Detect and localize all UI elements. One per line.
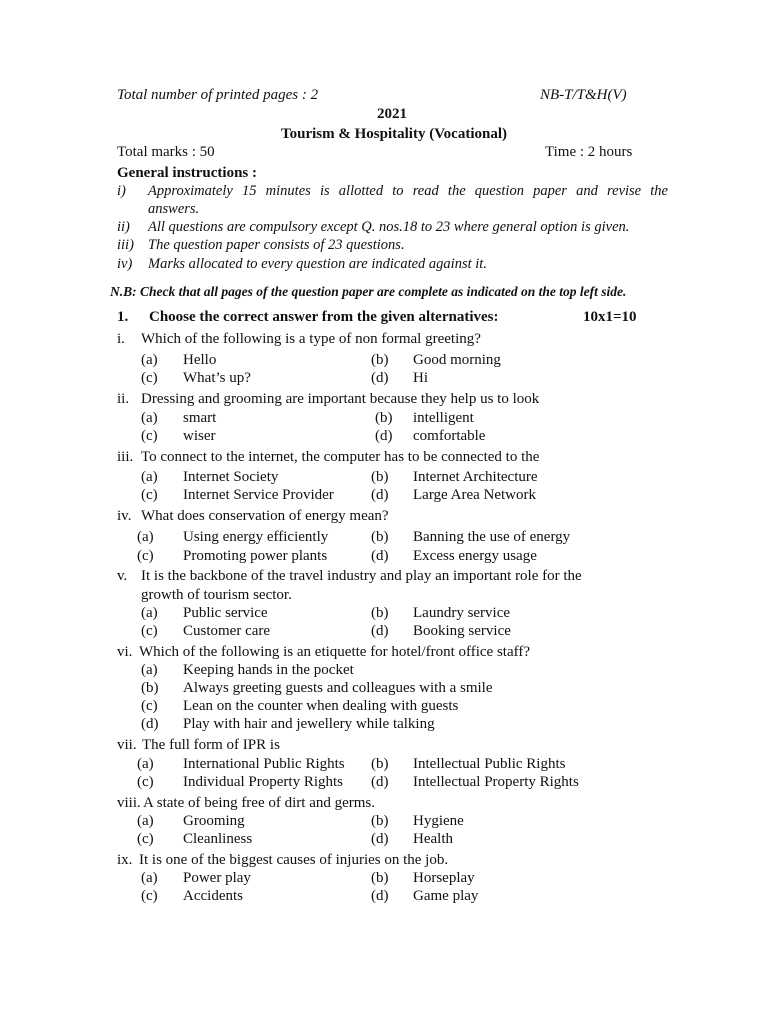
- question-text: Which of the following is a type of non formal greeting?: [141, 331, 481, 347]
- option-label: (d): [141, 716, 159, 732]
- option-label: (a): [141, 410, 158, 426]
- option-text: International Public Rights: [183, 756, 345, 772]
- instruction-number: ii): [117, 219, 130, 235]
- option-text: Large Area Network: [413, 487, 537, 503]
- option-label: (c): [137, 831, 154, 847]
- option-text: Accidents: [183, 888, 243, 904]
- question-text: What does conservation of energy mean?: [141, 508, 389, 524]
- option-text: Cleanliness: [183, 831, 253, 847]
- instruction-text: The question paper consists of 23 questions.: [148, 237, 405, 253]
- option-label: (b): [371, 605, 389, 621]
- instruction-text-continued: answers.: [148, 201, 200, 217]
- option-text: Laundry service: [413, 605, 511, 621]
- question-number: ii.: [117, 391, 130, 407]
- option-label: (b): [371, 756, 389, 772]
- option-label: (d): [371, 548, 389, 564]
- question-number: i.: [117, 331, 125, 347]
- section-title: Choose the correct answer from the given alternatives:: [149, 309, 499, 325]
- question-text: It is the backbone of the travel industry and play an important role for the: [141, 568, 582, 584]
- option-text: What’s up?: [183, 370, 251, 386]
- total-marks: Total marks : 50: [117, 144, 215, 160]
- option-text: Intellectual Property Rights: [413, 774, 579, 790]
- option-label: (d): [371, 370, 389, 386]
- instruction-text: All questions are compulsory except Q. nos.18 to 23 where general option is given.: [148, 219, 630, 235]
- subject-title: Tourism & Hospitality (Vocational): [281, 126, 507, 142]
- question-text: To connect to the internet, the computer has to be connected to the: [141, 449, 540, 465]
- question-number: v.: [117, 568, 128, 584]
- section-number: 1.: [117, 309, 129, 325]
- option-label: (d): [375, 428, 393, 444]
- option-label: (d): [371, 774, 389, 790]
- option-label: (a): [141, 469, 158, 485]
- option-label: (b): [371, 813, 389, 829]
- printed-pages-note: Total number of printed pages : 2: [117, 87, 319, 103]
- question-number: vii.: [117, 737, 137, 753]
- option-text: Grooming: [183, 813, 245, 829]
- option-label: (b): [371, 352, 389, 368]
- option-text: Keeping hands in the pocket: [183, 662, 354, 678]
- option-label: (c): [141, 888, 158, 904]
- instruction-number: iii): [117, 237, 134, 253]
- option-label: (d): [371, 623, 389, 639]
- option-label: (a): [137, 529, 154, 545]
- option-text: Internet Architecture: [413, 469, 538, 485]
- option-text: Lean on the counter when dealing with guests: [183, 698, 459, 714]
- option-text: Hello: [183, 352, 217, 368]
- option-text: comfortable: [413, 428, 486, 444]
- option-label: (d): [371, 487, 389, 503]
- instruction-text: Approximately 15 minutes is allotted to read the question paper and revise the: [148, 183, 668, 199]
- option-label: (c): [137, 774, 154, 790]
- question-number: ix.: [117, 852, 133, 868]
- instruction-number: i): [117, 183, 126, 199]
- option-text: Hi: [413, 370, 428, 386]
- option-label: (a): [141, 352, 158, 368]
- option-text: Hygiene: [413, 813, 464, 829]
- option-text: Power play: [183, 870, 251, 886]
- option-label: (b): [371, 870, 389, 886]
- option-text: Always greeting guests and colleagues with a smile: [183, 680, 493, 696]
- option-text: wiser: [183, 428, 216, 444]
- option-text: Internet Service Provider: [183, 487, 334, 503]
- question-text: A state of being free of dirt and germs.: [143, 795, 376, 811]
- option-text: Intellectual Public Rights: [413, 756, 566, 772]
- question-text-continued: growth of tourism sector.: [141, 587, 292, 603]
- option-text: Banning the use of energy: [413, 529, 571, 545]
- option-label: (b): [141, 680, 159, 696]
- question-text: It is one of the biggest causes of injuries on the job.: [139, 852, 449, 868]
- instructions-heading: General instructions :: [117, 165, 257, 181]
- option-label: (a): [141, 870, 158, 886]
- option-label: (b): [375, 410, 393, 426]
- instruction-number: iv): [117, 256, 133, 272]
- option-label: (b): [371, 469, 389, 485]
- paper-code: NB-T/T&H(V): [540, 87, 627, 103]
- option-text: Public service: [183, 605, 268, 621]
- option-label: (d): [371, 888, 389, 904]
- option-label: (c): [141, 428, 158, 444]
- question-number: iv.: [117, 508, 132, 524]
- option-label: (a): [141, 605, 158, 621]
- option-text: Play with hair and jewellery while talking: [183, 716, 435, 732]
- option-label: (b): [371, 529, 389, 545]
- option-text: Individual Property Rights: [183, 774, 343, 790]
- nb-note: N.B: Check that all pages of the question paper are complete as indicated on the top left side.: [110, 284, 627, 299]
- exam-year: 2021: [377, 106, 407, 122]
- option-text: Horseplay: [413, 870, 475, 886]
- option-text: Using energy efficiently: [183, 529, 329, 545]
- option-label: (a): [137, 756, 154, 772]
- option-label: (c): [141, 370, 158, 386]
- time-allowed: Time : 2 hours: [545, 144, 633, 160]
- option-text: intelligent: [413, 410, 474, 426]
- option-text: Good morning: [413, 352, 501, 368]
- question-number: vi.: [117, 644, 133, 660]
- option-text: Booking service: [413, 623, 511, 639]
- instruction-text: Marks allocated to every question are indicated against it.: [148, 256, 487, 272]
- question-number: viii.: [117, 795, 141, 811]
- option-text: smart: [183, 410, 217, 426]
- option-text: Customer care: [183, 623, 271, 639]
- option-text: Health: [413, 831, 453, 847]
- option-text: Promoting power plants: [183, 548, 328, 564]
- option-label: (d): [371, 831, 389, 847]
- question-text: Dressing and grooming are important because they help us to look: [141, 391, 540, 407]
- option-label: (c): [137, 548, 154, 564]
- question-text: Which of the following is an etiquette for hotel/front office staff?: [139, 644, 530, 660]
- option-label: (c): [141, 487, 158, 503]
- option-label: (a): [137, 813, 154, 829]
- option-label: (c): [141, 623, 158, 639]
- option-text: Excess energy usage: [413, 548, 537, 564]
- question-text: The full form of IPR is: [142, 737, 280, 753]
- section-marks: 10x1=10: [583, 309, 637, 325]
- option-text: Game play: [413, 888, 479, 904]
- option-label: (a): [141, 662, 158, 678]
- option-text: Internet Society: [183, 469, 279, 485]
- option-label: (c): [141, 698, 158, 714]
- question-number: iii.: [117, 449, 134, 465]
